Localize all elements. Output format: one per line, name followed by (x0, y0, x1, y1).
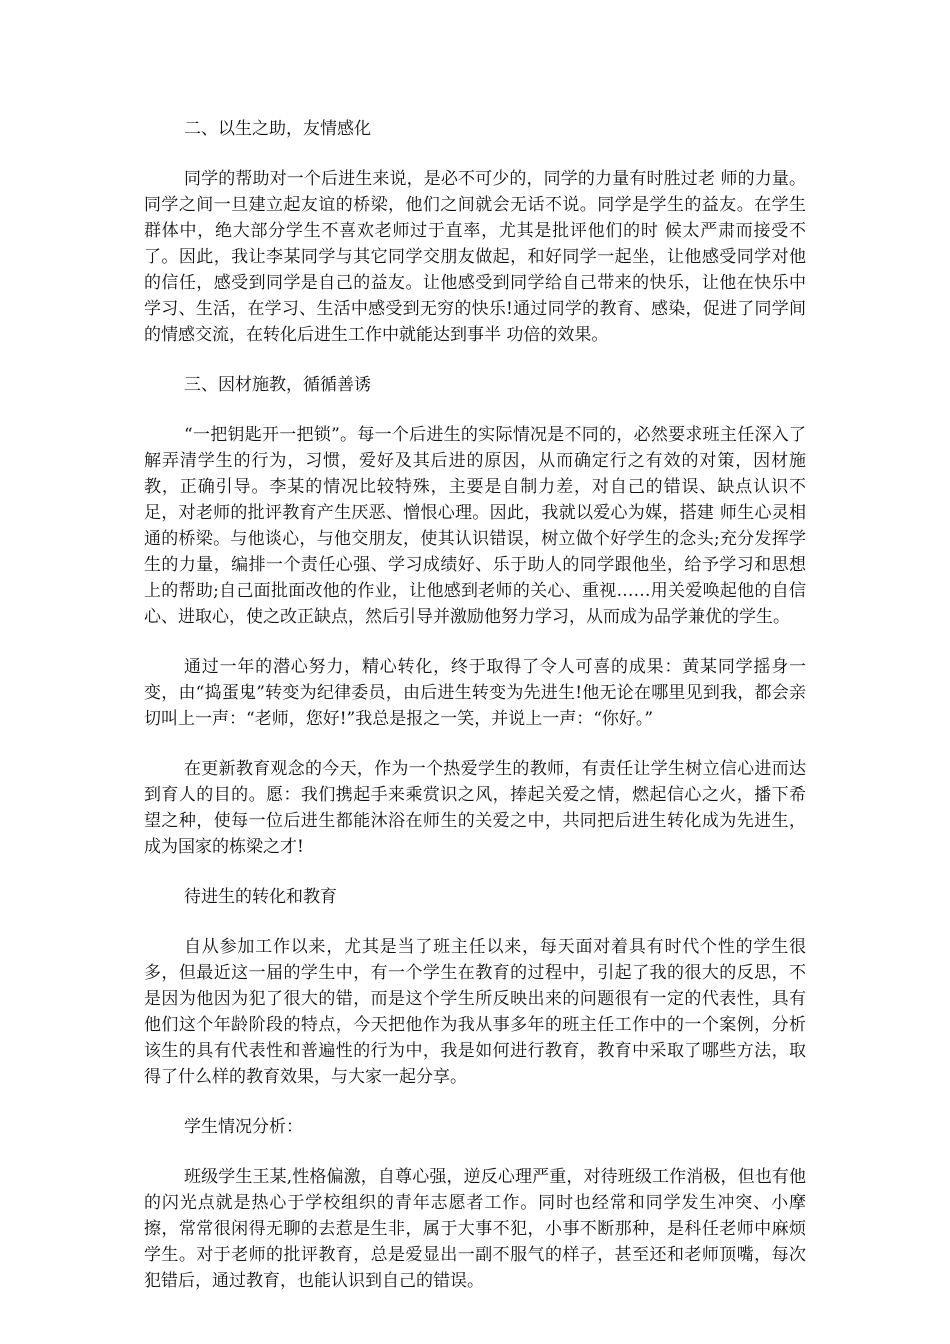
paragraph-introduction: 自从参加工作以来，尤其是当了班主任以来，每天面对着具有时代个性的学生很多，但最近这一届的学生中，有一个学生在教育的过程中，引起了我的很大的反思，不是因为他因为犯了很大的错，而是这个学生所反映出来的问题很有一定的代表性，具有他们这个年龄阶段的特点，今天把他作为我从事多年的班主任工作中的一个案例，分析该生的具有代表性和普遍性的行为中，我是如何进行教育，教育中采取了哪些方法，取得了什么样的教育效果，与大家一起分享。 (144, 937, 806, 1087)
paragraph-peer-help: 同学的帮助对一个后进生来说，是必不可少的，同学的力量有时胜过老 师的力量。同学之间一旦建立起友谊的桥梁，他们之间就会无话不说。同学是学生的益友。在学生群体中，绝大部分学生不喜欢老师过于直率，尤其是批评他们的时 候太严肃而接受不了。因此，我让李某同学与其它同学交朋友做起，和好同学一起坐，让他感受同学对他的信任，感受到同学是自己的益友。让他感受到同学给自己带来的快乐，让他在快乐中学习、生活，在学习、生活中感受到无穷的快乐!通过同学的教育、感染，促进了同学间的情感交流，在转化后进生工作中就能达到事半 功倍的效果。 (144, 169, 806, 345)
paragraph-results: 通过一年的潜心努力，精心转化，终于取得了令人可喜的成果：黄某同学摇身一变，由“捣蛋鬼”转变为纪律委员，由后进生转变为先进生!他无论在哪里见到我，都会亲切叫上一声：“老师，您好!”我总是报之一笑，并说上一声：“你好。” (144, 657, 806, 729)
section-heading-individualized-teaching: 三、因材施教，循循善诱 (184, 375, 371, 395)
paragraph-individualized-teaching: “一把钥匙开一把锁”。每一个后进生的实际情况是不同的，必然要求班主任深入了解弄清学生的行为，习惯，爱好及其后进的原因，从而确定行之有效的对策，因材施教，正确引导。李某的情况比较特殊，主要是自制力差，对自己的错误、缺点认识不足，对老师的批评教育产生厌恶、憎恨心理。因此，我就以爱心为媒，搭建 师生心灵相通的桥梁。与他谈心，与他交朋友，使其认识错误，树立做个好学生的念头;充分发挥学生的力量，编排一个责任心强、学习成绩好、乐于助人的同学跟他坐，给予学习和思想上的帮助;自己面批面改他的作业，让他感到老师的关心、重视……用关爱唤起他的自信心、进取心，使之改正缺点，然后引导并激励他努力学习，从而成为品学兼优的学生。 (144, 425, 806, 627)
section-heading-peer-help: 二、以生之助，友情感化 (184, 119, 371, 139)
paragraph-conclusion: 在更新教育观念的今天，作为一个热爱学生的教师，有责任让学生树立信心进而达到育人的目的。愿：我们携起手来乘赏识之风，捧起关爱之情，燃起信心之火，播下希望之种，使每一位后进生都能沐浴在师生的关爱之中，共同把后进生转化成为先进生，成为国家的栋梁之才! (144, 759, 806, 857)
section-heading-student-analysis: 学生情况分析： (184, 1117, 303, 1137)
paragraph-student-analysis: 班级学生王某,性格偏激，自尊心强，逆反心理严重，对待班级工作消极，但也有他的闪光点就是热心于学校组织的青年志愿者工作。同时也经常和同学发生冲突、小摩擦，常常很闲得无聊的去惹是生非，属于大事不犯，小事不断那种，是科任老师中麻烦学生。对于老师的批评教育，总是爱显出一副不服气的样子，甚至还和老师顶嘴，每次犯错后，通过教育，也能认识到自己的错误。 (144, 1167, 806, 1291)
document-body (144, 116, 806, 1318)
article-title-transformation: 待进生的转化和教育 (184, 887, 337, 907)
